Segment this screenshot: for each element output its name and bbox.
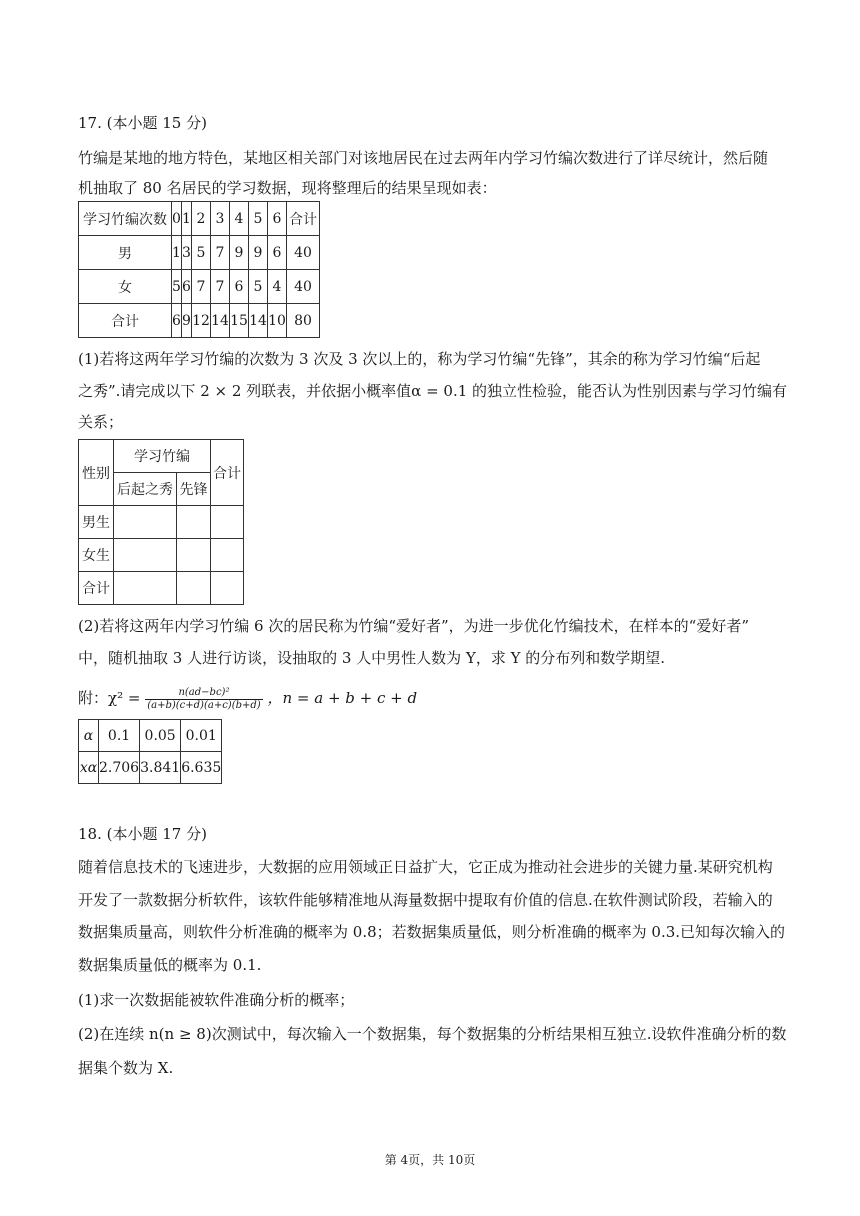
table-cell: 40 bbox=[287, 270, 320, 304]
q18-line2: 开发了一款数据分析软件，该软件能够精准地从海量数据中提取有价值的信息.在软件测试阶段，若输入的 bbox=[78, 891, 773, 909]
table-header-cell: 1 bbox=[182, 202, 192, 236]
table-cell: 14 bbox=[249, 304, 268, 338]
table-header-cell: 5 bbox=[249, 202, 268, 236]
table-header-cell: 6 bbox=[268, 202, 287, 236]
q18-part2-line1: (2)在连续 n(n ≥ 8)次测试中，每次输入一个数据集，每个数据集的分析结果相互独立.设软件准确分析的数 bbox=[78, 1025, 787, 1043]
table-cell: 4 bbox=[268, 270, 287, 304]
table-cell: 5 bbox=[192, 236, 211, 270]
blank-cell[interactable] bbox=[211, 506, 244, 539]
formula-fraction bbox=[145, 687, 262, 712]
contingency-table bbox=[78, 439, 244, 605]
blank-cell[interactable] bbox=[114, 539, 177, 572]
table-header-cell: 0 bbox=[172, 202, 182, 236]
table-cell: 女 bbox=[79, 270, 172, 304]
row-label: 男生 bbox=[79, 506, 114, 539]
blank-cell[interactable] bbox=[211, 539, 244, 572]
table-cell: 2.706 bbox=[99, 752, 140, 784]
table-cell: 0.1 bbox=[99, 720, 140, 752]
formula-tail: ，n = a + b + c + d bbox=[267, 689, 418, 707]
table-cell: 3.841 bbox=[140, 752, 181, 784]
table-cell: 9 bbox=[182, 304, 192, 338]
blank-cell[interactable] bbox=[114, 572, 177, 605]
table-cell: 7 bbox=[211, 270, 230, 304]
table-cell: 7 bbox=[211, 236, 230, 270]
table-cell: 9 bbox=[230, 236, 249, 270]
table-cell: 10 bbox=[268, 304, 287, 338]
blank-cell[interactable] bbox=[177, 572, 211, 605]
row-label: 女生 bbox=[79, 539, 114, 572]
table-cell: 3 bbox=[182, 236, 192, 270]
table-cell: 6 bbox=[230, 270, 249, 304]
table-cell: 6 bbox=[172, 304, 182, 338]
table-row bbox=[79, 270, 320, 304]
blank-cell[interactable] bbox=[177, 539, 211, 572]
table-cell: 5 bbox=[172, 270, 182, 304]
page-footer: 第 4页，共 10页 bbox=[384, 1153, 476, 1167]
table-row bbox=[79, 506, 244, 539]
group-header: 学习竹编 bbox=[114, 440, 211, 473]
formula-denominator: (a+b)(c+d)(a+c)(b+d) bbox=[147, 699, 261, 711]
table-row bbox=[79, 539, 244, 572]
q18-part1: (1)求一次数据能被软件准确分析的概率； bbox=[78, 991, 355, 1009]
table-cell: 7 bbox=[192, 270, 211, 304]
table-cell: xα bbox=[79, 752, 99, 784]
chi-square-formula bbox=[78, 683, 417, 713]
table-cell: 14 bbox=[211, 304, 230, 338]
table-header-cell: 学习竹编次数 bbox=[79, 202, 172, 236]
table-cell: 1 bbox=[172, 236, 182, 270]
table-row bbox=[79, 752, 222, 784]
q17-part1-line1: (1)若将这两年学习竹编的次数为 3 次及 3 次以上的，称为学习竹编“先锋”，其余的称为学习竹编“后起 bbox=[78, 350, 761, 368]
q18-line4: 数据集质量低的概率为 0.1. bbox=[78, 956, 262, 974]
table-row bbox=[79, 304, 320, 338]
critical-value-table bbox=[78, 719, 222, 784]
table-cell: α bbox=[79, 720, 99, 752]
q17-part2-line2: 中，随机抽取 3 人进行访谈，设抽取的 3 人中男性人数为 Y，求 Y 的分布列和数学期望. bbox=[78, 649, 666, 667]
q18-line3: 数据集质量高，则软件分析准确的概率为 0.8；若数据集质量低，则分析准确的概率为 0.3.已知每次输入的 bbox=[78, 923, 786, 941]
table-header-cell: 合计 bbox=[287, 202, 320, 236]
study-count-table bbox=[78, 201, 320, 338]
table-header-cell: 3 bbox=[211, 202, 230, 236]
table-cell: 9 bbox=[249, 236, 268, 270]
q17-header: 17. (本小题 15 分) bbox=[78, 114, 207, 132]
table-cell: 合计 bbox=[79, 304, 172, 338]
gender-header: 性别 bbox=[79, 440, 114, 506]
table-header-row bbox=[79, 202, 320, 236]
blank-cell[interactable] bbox=[211, 572, 244, 605]
table-cell: 6.635 bbox=[181, 752, 222, 784]
q17-part2-line1: (2)若将这两年内学习竹编 6 次的居民称为竹编“爱好者”，为进一步优化竹编技术，在样本的“爱好者” bbox=[78, 617, 750, 635]
q17-intro-line1: 竹编是某地的地方特色，某地区相关部门对该地居民在过去两年内学习竹编次数进行了详尽统计，然后随 bbox=[78, 149, 769, 167]
formula-numerator: n(ad−bc)² bbox=[145, 687, 262, 700]
table-header-cell: 4 bbox=[230, 202, 249, 236]
q17-part1-line2: 之秀”.请完成以下 2 × 2 列联表，并依据小概率值α = 0.1 的独立性检验，能否认为性别因素与学习竹编有 bbox=[78, 382, 788, 400]
table-cell: 15 bbox=[230, 304, 249, 338]
table-cell: 5 bbox=[249, 270, 268, 304]
table-cell: 0.01 bbox=[181, 720, 222, 752]
table-cell: 0.05 bbox=[140, 720, 181, 752]
q18-part2-line2: 据集个数为 X. bbox=[78, 1059, 174, 1077]
table-cell: 6 bbox=[268, 236, 287, 270]
total-header: 合计 bbox=[211, 440, 244, 506]
table-row bbox=[79, 720, 222, 752]
table-cell: 男 bbox=[79, 236, 172, 270]
blank-cell[interactable] bbox=[177, 506, 211, 539]
subheader-pioneer: 先锋 bbox=[177, 473, 211, 506]
table-cell: 12 bbox=[192, 304, 211, 338]
q18-header: 18. (本小题 17 分) bbox=[78, 825, 207, 843]
subheader-latecomer: 后起之秀 bbox=[114, 473, 177, 506]
table-row bbox=[79, 236, 320, 270]
table-cell: 40 bbox=[287, 236, 320, 270]
blank-cell[interactable] bbox=[114, 506, 177, 539]
row-label: 合计 bbox=[79, 572, 114, 605]
table-cell: 6 bbox=[182, 270, 192, 304]
appendix-prefix: 附：χ² = bbox=[78, 689, 141, 707]
q17-part1-line3: 关系； bbox=[78, 413, 124, 431]
table-header-cell: 2 bbox=[192, 202, 211, 236]
q18-line1: 随着信息技术的飞速进步，大数据的应用领域正日益扩大，它正成为推动社会进步的关键力量.某研究机构 bbox=[78, 858, 773, 876]
q17-intro-line2: 机抽取了 80 名居民的学习数据，现将整理后的结果呈现如表： bbox=[78, 179, 497, 197]
table-header-row bbox=[79, 440, 244, 473]
table-row bbox=[79, 572, 244, 605]
table-cell: 80 bbox=[287, 304, 320, 338]
